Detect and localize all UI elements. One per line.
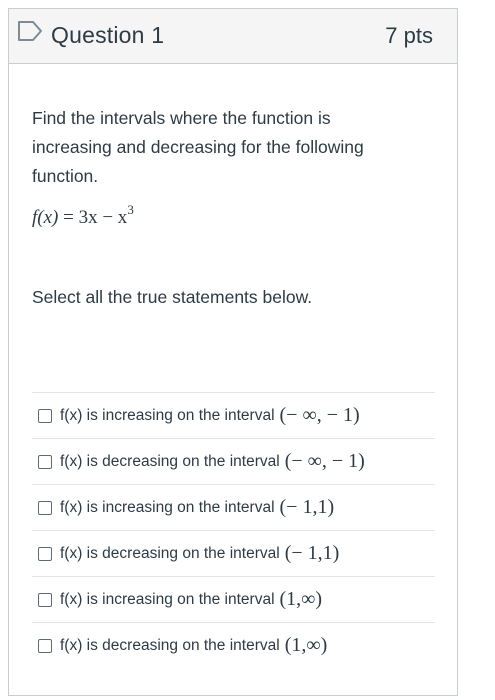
answer-interval: (1,∞): [279, 588, 323, 610]
answer-text: f(x) is decreasing on the interval: [60, 452, 280, 470]
answer-option[interactable]: [32, 438, 435, 484]
question-header: [9, 9, 457, 64]
formula-rhs: = 3x − x: [58, 207, 128, 228]
question-title: Question 1: [51, 22, 165, 48]
answer-checkbox[interactable]: [38, 547, 52, 561]
answer-text: f(x) is increasing on the interval: [60, 590, 275, 608]
flag-icon[interactable]: [17, 20, 43, 42]
answer-interval: (− ∞, − 1): [279, 404, 360, 426]
answer-interval: (− 1,1): [279, 496, 335, 518]
answer-checkbox[interactable]: [38, 455, 52, 469]
question-card: [8, 8, 458, 696]
answer-option[interactable]: [32, 622, 435, 668]
answer-checkbox[interactable]: [38, 501, 52, 515]
question-instruction: Select all the true statements below.: [32, 287, 313, 307]
answer-option[interactable]: [32, 576, 435, 622]
answer-interval: (− ∞, − 1): [284, 450, 365, 472]
answer-interval: (− 1,1): [284, 542, 340, 564]
function-formula: [32, 202, 433, 229]
answer-interval: (1,∞): [284, 634, 328, 656]
answer-checkbox[interactable]: [38, 593, 52, 607]
formula-lhs: f(x): [32, 207, 59, 228]
answer-text: f(x) is decreasing on the interval: [60, 544, 280, 562]
answer-list: [32, 392, 435, 668]
answer-option[interactable]: [32, 484, 435, 530]
answer-checkbox[interactable]: [38, 639, 52, 653]
answer-option[interactable]: [32, 530, 435, 576]
answer-option[interactable]: [32, 392, 435, 438]
answer-checkbox[interactable]: [38, 409, 52, 423]
answer-text: f(x) is decreasing on the interval: [60, 636, 280, 654]
answer-text: f(x) is increasing on the interval: [60, 406, 275, 424]
question-prompt: Find the intervals where the function is increasing and decreasing for the following function.: [32, 108, 364, 186]
answer-text: f(x) is increasing on the interval: [60, 498, 275, 516]
question-points: 7 pts: [385, 23, 433, 48]
question-body: [9, 104, 457, 308]
formula-exponent: 3: [127, 202, 134, 217]
